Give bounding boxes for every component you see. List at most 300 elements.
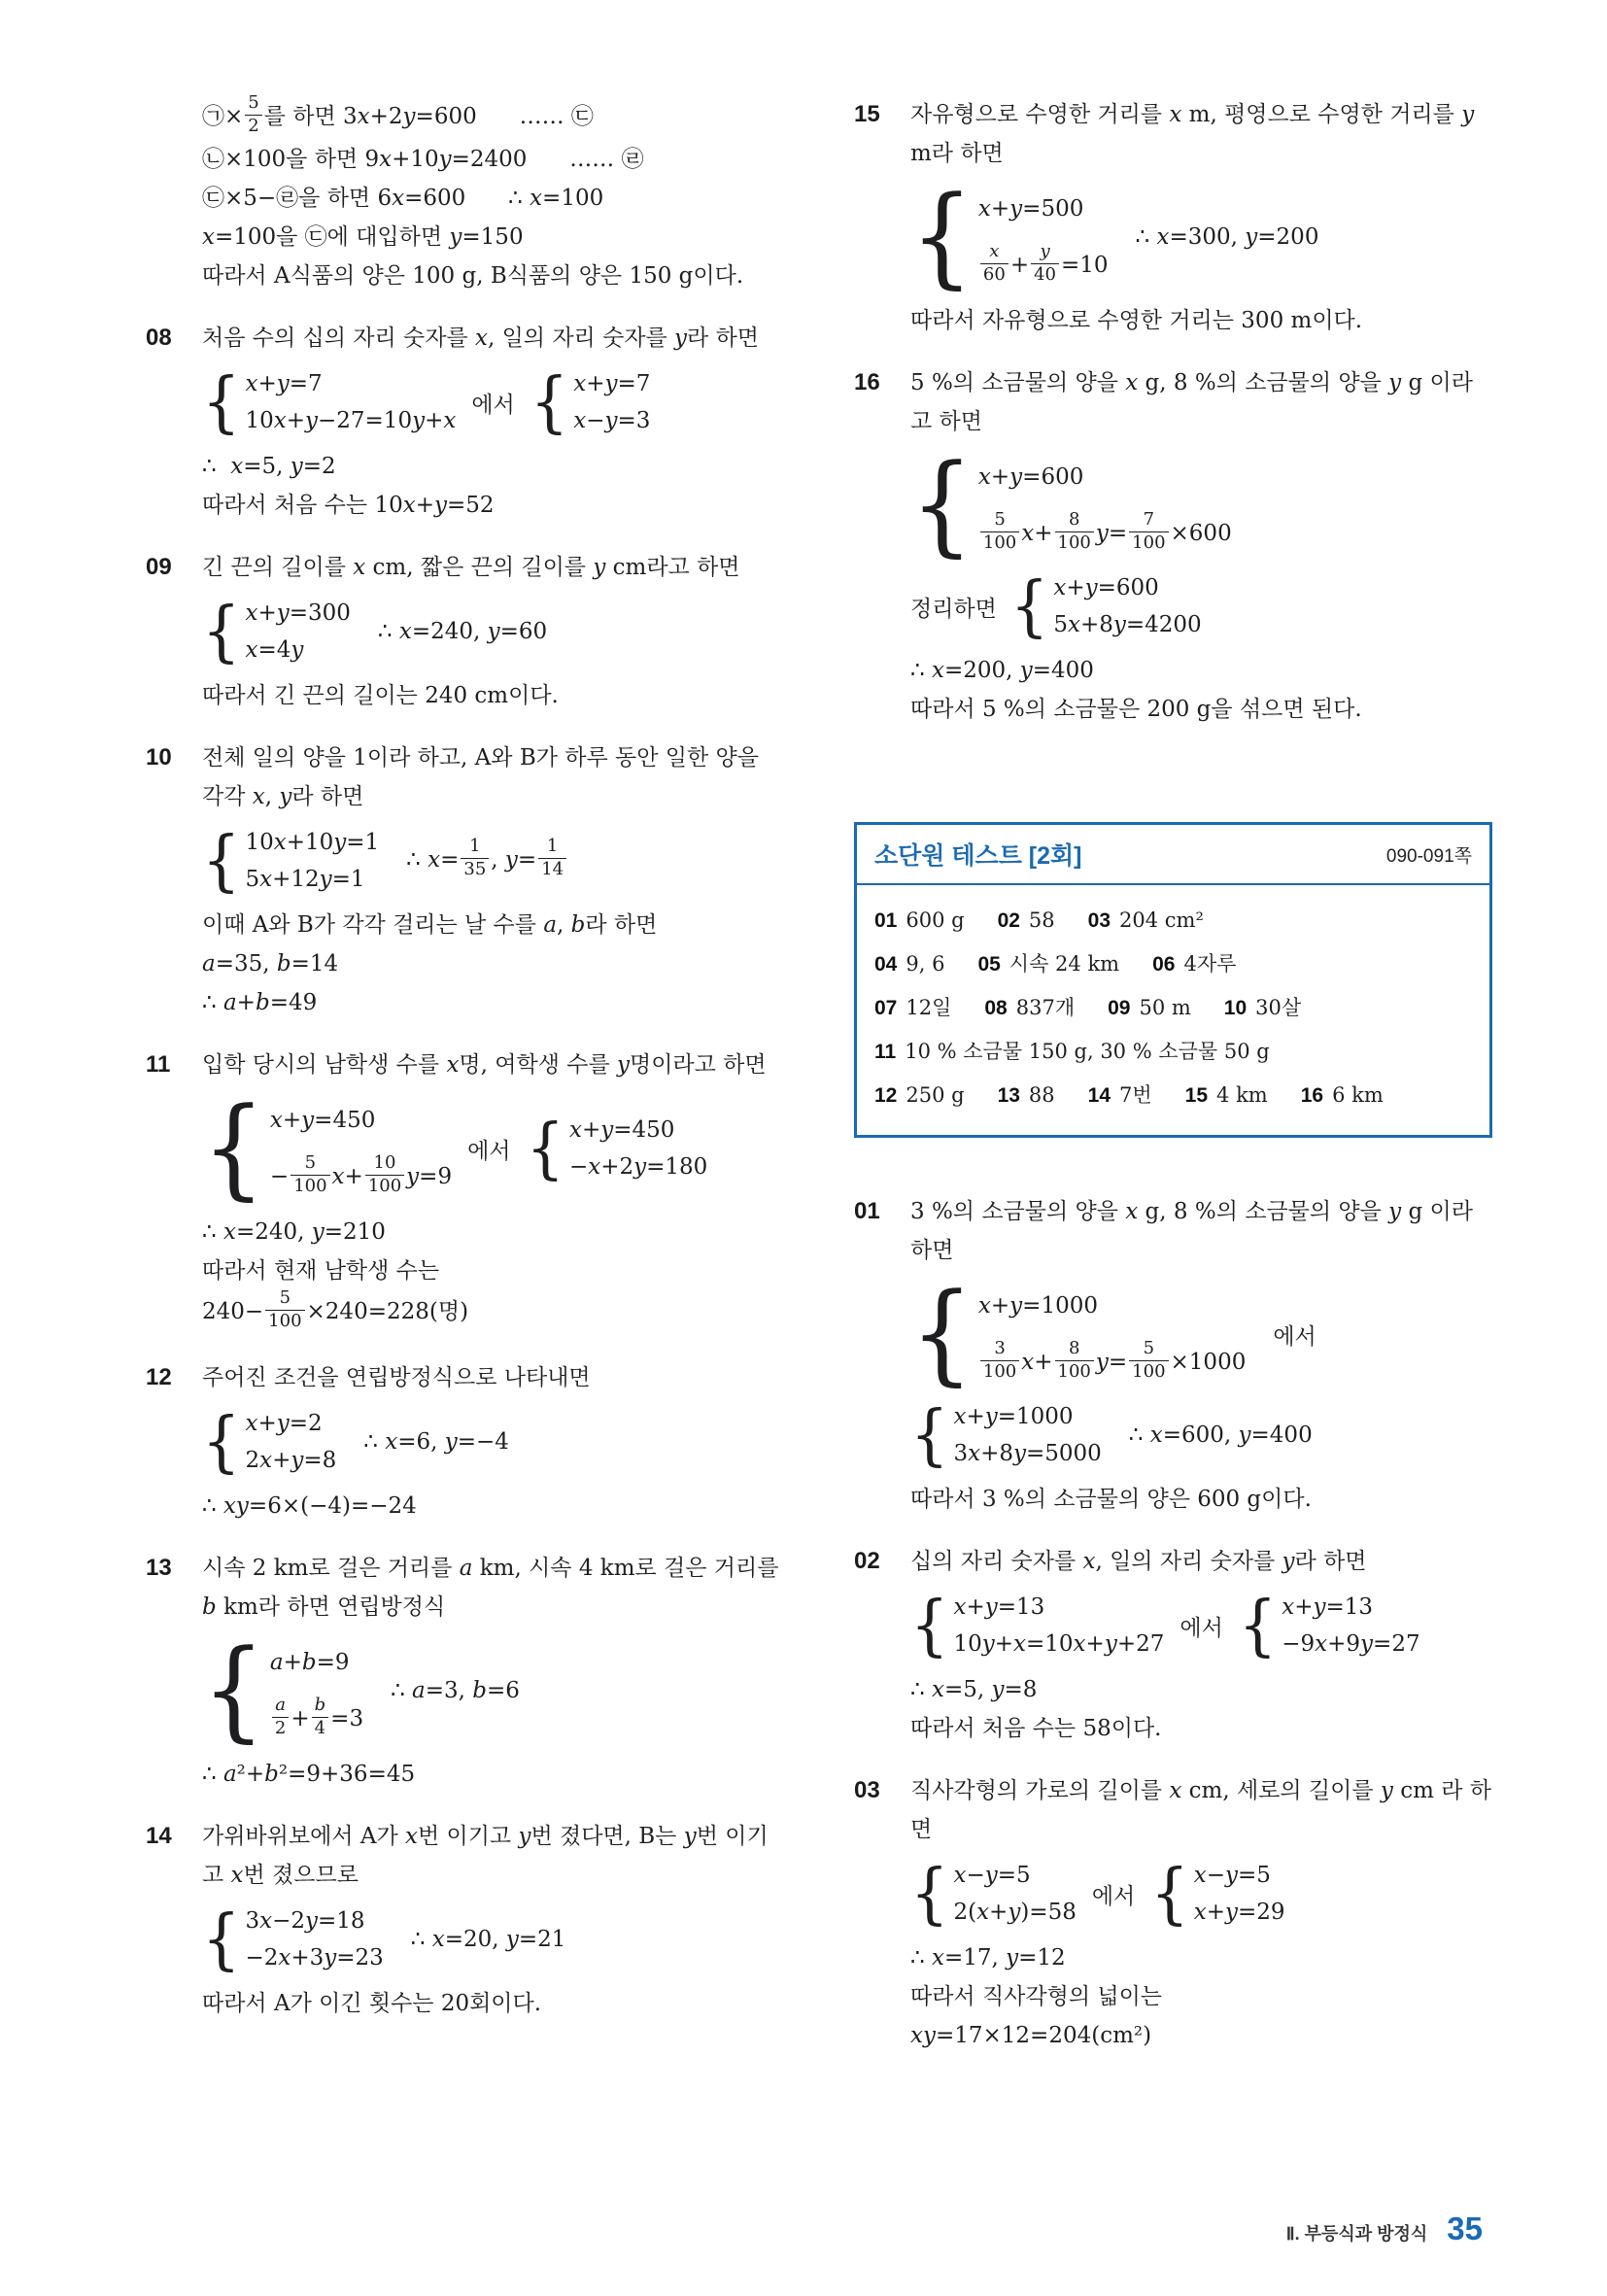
equation: x+y=300: [245, 600, 351, 626]
fraction-denominator: 60: [982, 263, 1006, 285]
math-variable: x: [273, 830, 287, 855]
equation: x+y=13: [953, 1594, 1045, 1620]
math-variable: y: [604, 371, 618, 396]
math-variable: y: [984, 1404, 998, 1429]
fraction-denominator: 100: [1057, 531, 1091, 553]
two-column-layout: [146, 92, 1492, 2078]
answer-item: [1185, 1074, 1268, 1117]
solution-line: 따라서 긴 끈의 길이는 240 cm이다.: [202, 683, 559, 708]
solution-line: 입학 당시의 남학생 수를 x명, 여학생 수를 y명이라고 하면: [202, 1052, 767, 1078]
problem-number: 01: [854, 1198, 880, 1224]
fraction: [980, 1338, 1019, 1383]
math-variable: x: [259, 1908, 273, 1934]
math-variable: y: [444, 1429, 458, 1455]
math-variable: x: [331, 1164, 345, 1189]
math-variable: y: [290, 454, 303, 479]
math-variable: x: [1073, 1631, 1086, 1657]
fraction-denominator: 4: [314, 1717, 326, 1738]
problem-number: 12: [146, 1364, 172, 1390]
equation-system: [910, 173, 1109, 300]
equation-system: [202, 1084, 453, 1212]
math-variable: a: [412, 1678, 426, 1703]
system-brace: {: [1009, 566, 1049, 645]
math-variable: y: [304, 1908, 318, 1934]
math-variable: x: [245, 1411, 258, 1436]
math-variable: a: [269, 1650, 284, 1675]
math-variable: y: [1112, 612, 1126, 637]
math-variable: x: [530, 186, 543, 211]
answer-number: 13: [997, 1084, 1020, 1107]
math-variable: x: [1082, 1549, 1096, 1574]
fraction-denominator: 100: [268, 1310, 302, 1331]
math-variable: x: [573, 408, 587, 433]
system-line: [910, 1854, 1492, 1933]
math-variable: x: [977, 464, 991, 490]
fraction-numerator: 8: [1055, 1338, 1094, 1361]
system-line: [910, 173, 1492, 300]
problem-15: [854, 95, 1492, 340]
problem-number: 16: [854, 369, 880, 395]
math-variable: y: [402, 104, 416, 129]
math-variable: x: [269, 1108, 283, 1133]
math-variable: a: [202, 951, 216, 977]
system-line: [202, 592, 784, 670]
answer-value: 837개: [1015, 996, 1076, 1019]
math-variable: y: [1009, 1293, 1023, 1319]
fraction-denominator: 100: [1057, 1360, 1091, 1382]
problem-solution: [910, 1771, 1492, 2055]
fraction-denominator: 100: [982, 1360, 1017, 1382]
math-variable: x: [427, 847, 441, 873]
problem-solution: [202, 319, 784, 525]
equation: x−y=5: [953, 1863, 1031, 1888]
fraction-numerator: 5: [291, 1152, 329, 1176]
equation: $\frac{3}{100}$ x+ $\frac{8}{100}$ y= $\frac{5}{100}$ ×1000: [978, 1334, 1246, 1390]
system-result: ∴ x=240, y=60: [377, 619, 548, 644]
page-number: 35: [1447, 2210, 1483, 2246]
solution-line: 가위바위보에서 A가 x번 이기고 y번 졌다면, B는 y번 이기고 x번 졌으므로: [202, 1824, 769, 1888]
system-brace: {: [910, 1395, 949, 1474]
problem-solution: [202, 1358, 784, 1525]
equation-system: [910, 1270, 1247, 1397]
math-variable: x: [392, 186, 405, 211]
system-brace: {: [910, 173, 974, 300]
math-variable: y: [984, 1594, 998, 1620]
answer-item: [998, 1074, 1055, 1117]
system-result: ∴ a=3, b=6: [391, 1678, 520, 1703]
math-variable: b: [472, 1678, 488, 1703]
math-variable: a: [459, 1556, 473, 1581]
system-rows: [1282, 1589, 1419, 1662]
fraction-numerator: 1: [461, 836, 489, 859]
equation: $\frac{a}{2}$ + $\frac{b}{4}$ =3: [270, 1691, 363, 1747]
math-variable: x: [431, 1927, 445, 1952]
answer-number: 12: [874, 1084, 898, 1107]
math-variable: x: [1169, 1778, 1182, 1803]
fraction-denominator: 100: [293, 1175, 327, 1196]
equation: 3x+8y=5000: [953, 1441, 1102, 1466]
equation: −9x+9y=27: [1282, 1631, 1420, 1657]
equation: x+y=7: [573, 371, 651, 396]
equation: x=4y: [245, 637, 304, 663]
answer-value: 88: [1028, 1083, 1055, 1107]
math-variable: x: [443, 408, 457, 433]
math-variable: x: [1193, 1863, 1207, 1888]
math-variable: xy: [910, 2023, 936, 2048]
math-variable: x: [568, 1117, 582, 1143]
math-variable: y: [1006, 1945, 1019, 1970]
equation: x+y=13: [1282, 1594, 1374, 1620]
solution-line: 따라서 직사각형의 넓이는: [910, 1984, 1163, 2009]
system-rows: [953, 1589, 1164, 1662]
equation: $\frac{5}{100}$ x+ $\frac{8}{100}$ y= $\frac{7}{100}$ ×600: [978, 505, 1232, 562]
math-variable: x: [1021, 521, 1035, 546]
math-variable: y: [1008, 1900, 1021, 1925]
equation-system: [1238, 1586, 1420, 1664]
answer-box: [854, 822, 1492, 1138]
system-line: [910, 566, 1492, 645]
chapter-label: Ⅱ. 부등식과 방정식: [1285, 2224, 1428, 2244]
equation: x+y=450: [568, 1117, 675, 1143]
fraction: [312, 1695, 329, 1739]
equation-system: [202, 1402, 337, 1481]
equation: x+y=1000: [953, 1404, 1074, 1429]
system-line: [910, 1586, 1492, 1664]
answer-item: [874, 942, 944, 986]
system-brace: {: [1150, 1854, 1189, 1933]
equation: x−y=3: [573, 408, 651, 433]
answer-value: 250 g: [906, 1083, 965, 1107]
system-rows: [245, 595, 350, 668]
equation: −x+2y=180: [568, 1154, 708, 1180]
system-prefix: 정리하면: [910, 596, 997, 622]
fraction-numerator: 10: [365, 1152, 404, 1176]
answer-item: [874, 899, 965, 942]
problem-solution: [202, 1045, 784, 1335]
math-variable: y: [1019, 658, 1033, 683]
solution-line: 따라서 3 %의 소금물의 양은 600 g이다.: [910, 1487, 1312, 1512]
math-variable: x: [1125, 1199, 1139, 1224]
system-line: [910, 441, 1492, 568]
system-brace: {: [910, 1854, 949, 1933]
problem-13: [146, 1549, 784, 1794]
solution-line: 따라서 A식품의 양은 100 g, B식품의 양은 150 g이다.: [202, 263, 744, 289]
equation-system: [202, 821, 380, 900]
math-variable: x: [977, 1293, 991, 1319]
system-brace: {: [202, 1900, 241, 1978]
math-variable: y: [1282, 1549, 1295, 1574]
math-variable: x: [398, 619, 412, 644]
math-variable: y: [1095, 521, 1109, 546]
solution-line: ∴ xy=6×(−4)=−24: [202, 1493, 417, 1519]
answer-row: [874, 1074, 1472, 1117]
solution-line: 긴 끈의 길이를 x cm, 짧은 끈의 길이를 y cm라고 하면: [202, 555, 740, 580]
system-connector: 에서: [1091, 1883, 1136, 1909]
problem-number: 10: [146, 744, 172, 771]
math-variable: y: [279, 784, 292, 809]
problem-number: 08: [146, 325, 172, 351]
system-line: [202, 362, 784, 441]
math-variable: b: [255, 990, 270, 1015]
math-variable: y: [674, 326, 688, 351]
fraction-numerator: 5: [980, 509, 1019, 532]
solution-line: 처음 수의 십의 자리 숫자를 x, 일의 자리 숫자를 y라 하면: [202, 326, 760, 351]
answer-item: [998, 899, 1055, 942]
fraction: [291, 1152, 329, 1197]
solution-line: ∴ x=5, y=8: [910, 1677, 1038, 1702]
math-variable: y: [1360, 1631, 1374, 1657]
equation: 10x+y−27=10y+x: [245, 408, 457, 433]
problem-solution: [910, 1542, 1492, 1748]
answer-box-page-ref: 090-091쪽: [1385, 845, 1472, 867]
system-rows: [978, 1278, 1246, 1390]
math-variable: y: [604, 408, 618, 433]
fraction-numerator: 8: [1055, 509, 1094, 532]
fraction-numerator: 7: [1129, 509, 1168, 532]
solution-line: ㉡×100을 하면 9x+10y=2400 …… ㉣: [202, 147, 644, 172]
system-rows: [270, 1634, 363, 1747]
fraction: [272, 1695, 289, 1739]
answer-number: 15: [1184, 1084, 1209, 1107]
system-connector: 에서: [471, 392, 515, 418]
math-variable: y: [1104, 1631, 1117, 1657]
fraction-numerator: [272, 1695, 289, 1718]
fraction-denominator: 2: [274, 1717, 287, 1738]
system-rows: [953, 1398, 1101, 1472]
answer-box-body: [857, 885, 1489, 1135]
system-rows: [270, 1092, 452, 1205]
answer-item: [1301, 1074, 1384, 1117]
equation-system: [202, 1627, 364, 1754]
math-variable: b: [202, 1594, 217, 1620]
problem-01: [854, 1192, 1492, 1519]
math-variable: y: [449, 224, 462, 250]
answer-number: 10: [1223, 997, 1248, 1019]
problem-number: 02: [854, 1548, 880, 1574]
solution-line: 따라서 자유형으로 수영한 거리는 300 m이다.: [910, 308, 1363, 333]
answer-number: 05: [977, 953, 1001, 976]
math-variable: y: [633, 1154, 647, 1180]
answer-row: [874, 899, 1472, 942]
fraction-numerator: 5: [245, 92, 261, 116]
fraction: [1031, 241, 1059, 286]
answer-value: 204 cm²: [1119, 908, 1204, 932]
math-variable: xy: [222, 1493, 249, 1519]
math-variable: y: [505, 1927, 519, 1952]
math-variable: y: [276, 371, 290, 396]
math-variable: x: [202, 224, 215, 250]
system-line: [910, 1270, 1492, 1397]
math-variable: x: [353, 555, 366, 580]
problem-solution: [202, 92, 784, 295]
math-variable: x: [573, 371, 587, 396]
system-line: [202, 1084, 784, 1212]
problem-solution: [202, 738, 784, 1022]
math-variable: x: [402, 493, 416, 518]
equation-system: [530, 362, 651, 441]
problem-solution: [202, 1549, 784, 1794]
system-brace: {: [202, 821, 241, 900]
solution-line: 자유형으로 수영한 거리를 x m, 평영으로 수영한 거리를 y m라 하면: [910, 102, 1482, 166]
math-variable: x: [1193, 1900, 1207, 1925]
problem-solution: [910, 1192, 1492, 1519]
math-variable: y: [600, 1117, 614, 1143]
solution-line: ∴ a+b=49: [202, 990, 318, 1015]
system-connector: 에서: [1180, 1615, 1223, 1641]
fraction-denominator: 100: [367, 1175, 402, 1196]
fraction-numerator: 1: [538, 836, 566, 859]
equation: x+y=600: [1053, 575, 1159, 600]
math-variable: b: [570, 912, 586, 938]
math-variable: y: [301, 1108, 315, 1133]
math-variable: y: [1225, 1900, 1238, 1925]
system-line: [202, 1402, 784, 1481]
problem-solution: [202, 1817, 784, 2023]
math-variable: y: [1388, 370, 1402, 395]
equation-system: [202, 592, 351, 670]
solution-line: 직사각형의 가로의 길이를 x cm, 세로의 길이를 y cm 라 하면: [910, 1778, 1491, 1842]
system-line: [910, 1395, 1492, 1474]
system-result: 에서: [1273, 1323, 1316, 1350]
math-variable: y: [1225, 1863, 1238, 1888]
solution-line: ㉠× $\frac{5}{2}$ 를 하면 3x+2y=600 …… ㉢: [202, 92, 594, 136]
math-variable: y: [1388, 1199, 1402, 1224]
solution-line: 따라서 처음 수는 58이다.: [910, 1716, 1162, 1741]
math-variable: y: [984, 1863, 998, 1888]
solution-line: 따라서 처음 수는 10x+y=52: [202, 493, 495, 518]
problem-number: 11: [146, 1051, 171, 1078]
math-variable: a: [543, 912, 558, 938]
math-variable: x: [222, 1219, 236, 1245]
system-rows: [245, 824, 379, 898]
left-column: [146, 92, 786, 2078]
page-footer: [1286, 2210, 1483, 2247]
system-rows: [245, 1405, 336, 1479]
math-variable: x: [1021, 1350, 1035, 1375]
system-rows: [978, 181, 1109, 293]
equation: a+b=9: [269, 1650, 350, 1675]
answer-value: 6 km: [1332, 1083, 1384, 1107]
math-variable: x: [1315, 1631, 1328, 1657]
math-variable: y: [276, 1411, 290, 1436]
answer-item: [1088, 1074, 1152, 1117]
equation: − $\frac{5}{100}$ x+ $\frac{10}{100}$ y=9: [269, 1152, 453, 1196]
solution-line: 전체 일의 양을 1이라 하고, A와 B가 하루 동안 일한 양을 각각 x, y라 하면: [202, 745, 767, 809]
fraction-numerator: 3: [980, 1338, 1019, 1361]
math-variable: y: [324, 1945, 337, 1970]
math-variable: y: [616, 1052, 630, 1078]
system-connector: 에서: [467, 1138, 511, 1164]
system-brace: {: [202, 362, 241, 441]
equation: x+y=500: [977, 196, 1084, 222]
fraction-denominator: 100: [1132, 1360, 1166, 1382]
equation: 10y+x=10x+y+27: [953, 1631, 1165, 1657]
problem-number: 09: [146, 554, 172, 580]
math-variable: x: [953, 1404, 967, 1429]
equation-system: [202, 1902, 384, 1976]
math-variable: y: [1009, 464, 1023, 490]
equation-system: [910, 1854, 1077, 1933]
answer-number: 11: [874, 1041, 897, 1063]
math-variable: x: [245, 637, 258, 663]
math-variable: x: [379, 147, 393, 172]
fraction: [980, 241, 1009, 286]
equation: x+y=7: [245, 371, 323, 396]
system-result: ∴ x=600, y=400: [1128, 1422, 1313, 1448]
problem-solution: [910, 95, 1492, 340]
answer-number: 01: [874, 909, 898, 932]
math-variable: a: [222, 990, 237, 1015]
math-variable: x: [968, 1441, 981, 1466]
math-variable: y: [319, 867, 332, 892]
answer-value: 12일: [906, 996, 952, 1019]
problem-number: 13: [146, 1555, 172, 1581]
problem-number: 15: [854, 101, 880, 127]
problem-solution: [202, 548, 784, 715]
math-variable: b: [314, 1695, 326, 1715]
answer-value: 시속 24 km: [1009, 952, 1120, 976]
system-rows: [573, 365, 650, 439]
answer-value: 30살: [1255, 996, 1302, 1019]
answer-row: [874, 942, 1472, 986]
math-variable: y: [487, 619, 500, 644]
system-rows: [245, 1902, 383, 1976]
math-variable: x: [245, 600, 258, 626]
math-variable: x: [230, 1863, 244, 1888]
equation: $\frac{x}{60}$ + $\frac{y}{40}$ =10: [978, 237, 1109, 293]
math-variable: x: [588, 1154, 601, 1180]
math-variable: y: [311, 1219, 325, 1245]
math-variable: y: [333, 830, 347, 855]
math-variable: b: [276, 951, 291, 977]
problem-03: [854, 1771, 1492, 2055]
answer-row: [874, 986, 1472, 1030]
answer-value: 58: [1028, 908, 1055, 932]
answer-value: 600 g: [906, 908, 965, 932]
math-variable: x: [1067, 612, 1080, 637]
math-variable: x: [1156, 224, 1170, 250]
answer-item: [874, 1074, 965, 1117]
math-variable: b: [264, 1762, 279, 1787]
solution-line: ㉢×5−㉣을 하면 6x=600 ∴ x=100: [202, 186, 604, 211]
fraction: [1055, 1338, 1094, 1383]
problem-09: [146, 548, 784, 715]
system-line: [202, 821, 784, 900]
answer-value: 4자루: [1183, 952, 1237, 976]
solution-line: ∴ x=17, y=12: [910, 1945, 1066, 1970]
system-line: [202, 1902, 784, 1976]
math-variable: y: [406, 1164, 420, 1189]
answer-number: 08: [984, 997, 1008, 1019]
equation-system: [910, 1395, 1102, 1474]
system-brace: {: [202, 592, 241, 670]
equation: x+y=600: [977, 464, 1084, 490]
solution-line: 따라서 A가 이긴 횟수는 20회이다.: [202, 1991, 542, 2016]
problem-solution: [910, 363, 1492, 729]
system-line: [202, 1627, 784, 1754]
equation-system: [1150, 1854, 1285, 1933]
problem-continuation: [146, 92, 784, 295]
right-column: [854, 95, 1492, 2078]
answer-value: 10 % 소금물 150 g, 30 % 소금물 50 g: [905, 1040, 1270, 1063]
system-rows: [569, 1112, 707, 1185]
answer-item: [977, 942, 1119, 986]
math-variable: x: [931, 658, 944, 683]
system-rows: [978, 449, 1232, 562]
solution-line: 3 %의 소금물의 양을 x g, 8 %의 소금물의 양을 y g 이라 하면: [910, 1199, 1481, 1263]
math-variable: x: [1125, 370, 1139, 395]
fraction-numerator: [980, 241, 1009, 264]
